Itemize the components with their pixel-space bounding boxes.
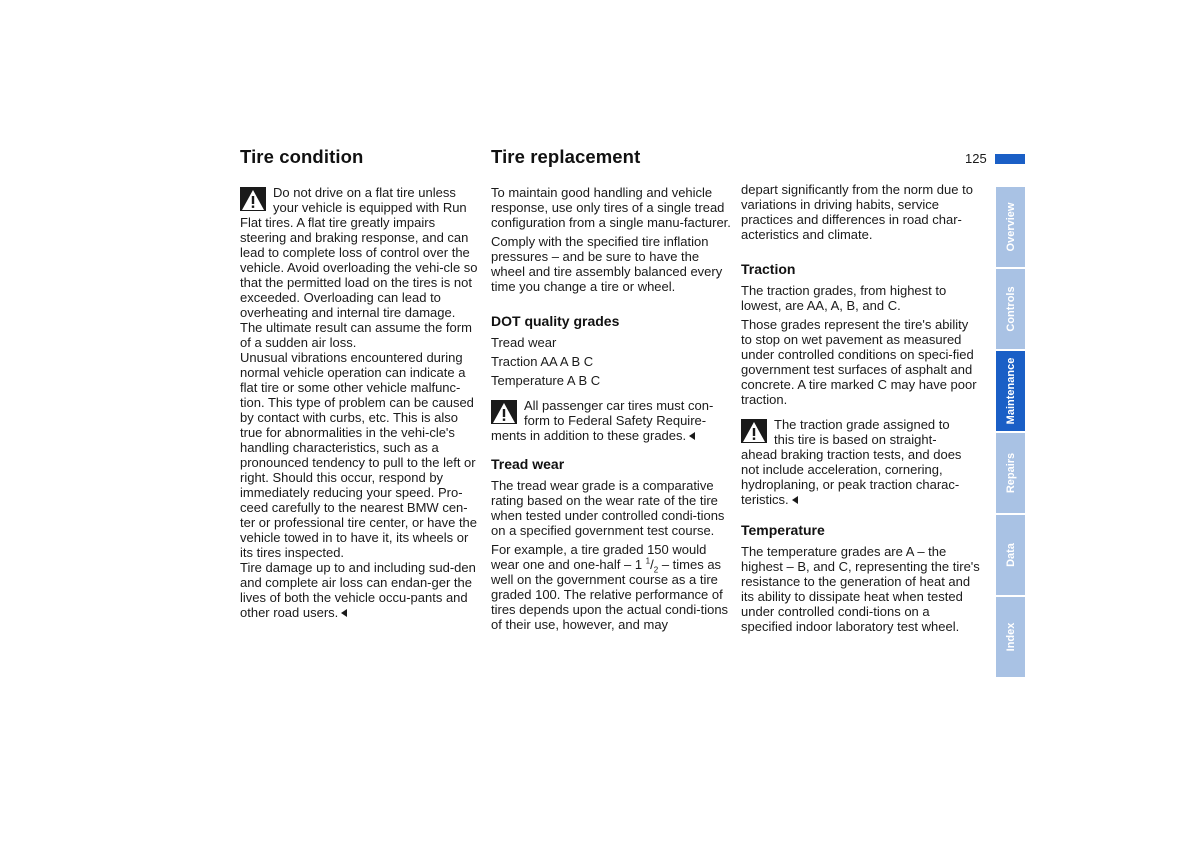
list-item-temperature: Temperature A B C [491, 373, 601, 388]
column-tire-condition [240, 146, 482, 628]
warning-line: this tire is based on straight- [774, 432, 937, 447]
column-tire-replacement [491, 146, 731, 636]
warning-triangle-icon [491, 400, 517, 424]
side-tab-label: Overview [1004, 202, 1017, 252]
warning-text: ments in addition to these grades. [491, 428, 731, 443]
warning-line: form to Federal Safety Require- [524, 413, 707, 428]
end-of-section-icon [341, 609, 347, 617]
heading-dot-quality-grades: DOT quality grades [491, 313, 620, 329]
paragraph-traction-ability: Those grades represent the tire's ability to stop on wet pavement as measured under controlled conditions on speci-fied government test surfaces of asphalt and concrete. A tire marked C may have poor traction. [741, 317, 977, 407]
warning-text: Flat tires. A flat tire greatly impairs steering and braking response, and can lead to complete loss of control over the vehicle. Avoid overloading the vehi-cle so that the permitted load on the tires is not exceeded. Overloading can lead to overheating and internal tire damage. [240, 215, 478, 320]
warning-note-flat-tire [240, 185, 482, 620]
column-continued [741, 182, 981, 638]
paragraph-temperature: The temperature grades are A – the highest – B, and C, representing the tire's resistance to the generation of heat and its ability to dissipate heat when tested under controlled condi-tions on a specified indoor laboratory test wheel. [741, 544, 980, 634]
paragraph-depart-norm: depart significantly from the norm due to variations in driving habits, service practices and differences in road char-acteristics and climate. [741, 182, 973, 242]
end-of-section-icon [792, 496, 798, 504]
side-tab-controls[interactable] [996, 269, 1025, 349]
side-tab-repairs[interactable] [996, 433, 1025, 513]
heading-tire-replacement: Tire replacement [491, 146, 641, 167]
warning-line: All passenger car tires must con- [524, 398, 714, 413]
warning-note-federal-safety [491, 398, 731, 443]
end-of-section-icon [689, 432, 695, 440]
side-tab-index [996, 187, 1025, 679]
side-tab-maintenance[interactable] [996, 351, 1025, 431]
page-number: 125 [965, 151, 987, 166]
side-tab-data[interactable] [996, 515, 1025, 595]
warning-triangle-icon [741, 419, 767, 443]
warning-line: your vehicle is equipped with Run [273, 200, 467, 215]
warning-line: The traction grade assigned to [774, 417, 950, 432]
paragraph-vibrations: Unusual vibrations encountered during normal vehicle operation can indicate a flat tire or some other vehicle malfunc-tion. This type of problem can be caused by contact with curbs, etc. This is also true for abnormalities in the vehi-cle's handling characteristics, such as a pronounced tendency to pull to the left or right. Should this occur, respond by immediately reducing your speed. Pro-ceed carefully to the nearest BMW cen-ter or professional tire center, or have the vehicle towed in to have it, its wheels or its tires inspected. [240, 350, 478, 560]
side-tab-index-tab[interactable] [996, 597, 1025, 677]
side-tab-label: Data [1004, 543, 1017, 567]
warning-note-traction [741, 417, 981, 507]
list-item-tread-wear: Tread wear [491, 335, 557, 350]
heading-traction: Traction [741, 261, 796, 277]
paragraph-inflation: Comply with the specified tire inflation pressures – and be sure to have the wheel and tire assembly balanced every time you change a tire or wheel. [491, 234, 723, 294]
heading-temperature: Temperature [741, 522, 825, 538]
warning-text: ahead braking traction tests, and does not include acceleration, cornering, hydroplaning, or peak traction charac-teristics. [741, 447, 962, 507]
warning-line: Do not drive on a flat tire unless [273, 185, 456, 200]
side-tab-label: Maintenance [1004, 357, 1017, 425]
paragraph-tread-example: For example, a tire graded 150 would wear one and one-half – 1 $^1/_2$ – times as well on the government course as a tire graded 100. The relative performance of tires depends upon the actual condi-tions of their use, however, and may [491, 542, 729, 632]
side-tab-label: Controls [1004, 286, 1017, 332]
side-tab-label: Index [1004, 622, 1017, 652]
heading-tread-wear: Tread wear [491, 456, 565, 472]
side-tab-overview[interactable] [996, 187, 1025, 267]
paragraph-handling: To maintain good handling and vehicle response, use only tires of a single tread configuration from a single manu-facturer. [491, 185, 731, 230]
warning-triangle-icon [240, 187, 266, 211]
paragraph-tire-damage: Tire damage up to and including sud-den and complete air loss can endan-ger the lives of both the vehicle occu-pants and other road users. [240, 560, 476, 620]
heading-tire-condition: Tire condition [240, 146, 364, 167]
warning-text-2: The ultimate result can assume the form of a sudden air loss. [240, 320, 472, 350]
list-item-traction: Traction AA A B C [491, 354, 594, 369]
paragraph-tread-wear: The tread wear grade is a comparative rating based on the wear rate of the tire when tested under controlled condi-tions on a specified government test course. [491, 478, 725, 538]
side-tab-label: Repairs [1004, 452, 1017, 494]
page-number-bar [995, 154, 1025, 164]
paragraph-traction-grades: The traction grades, from highest to lowest, are AA, A, B, and C. [741, 283, 947, 313]
